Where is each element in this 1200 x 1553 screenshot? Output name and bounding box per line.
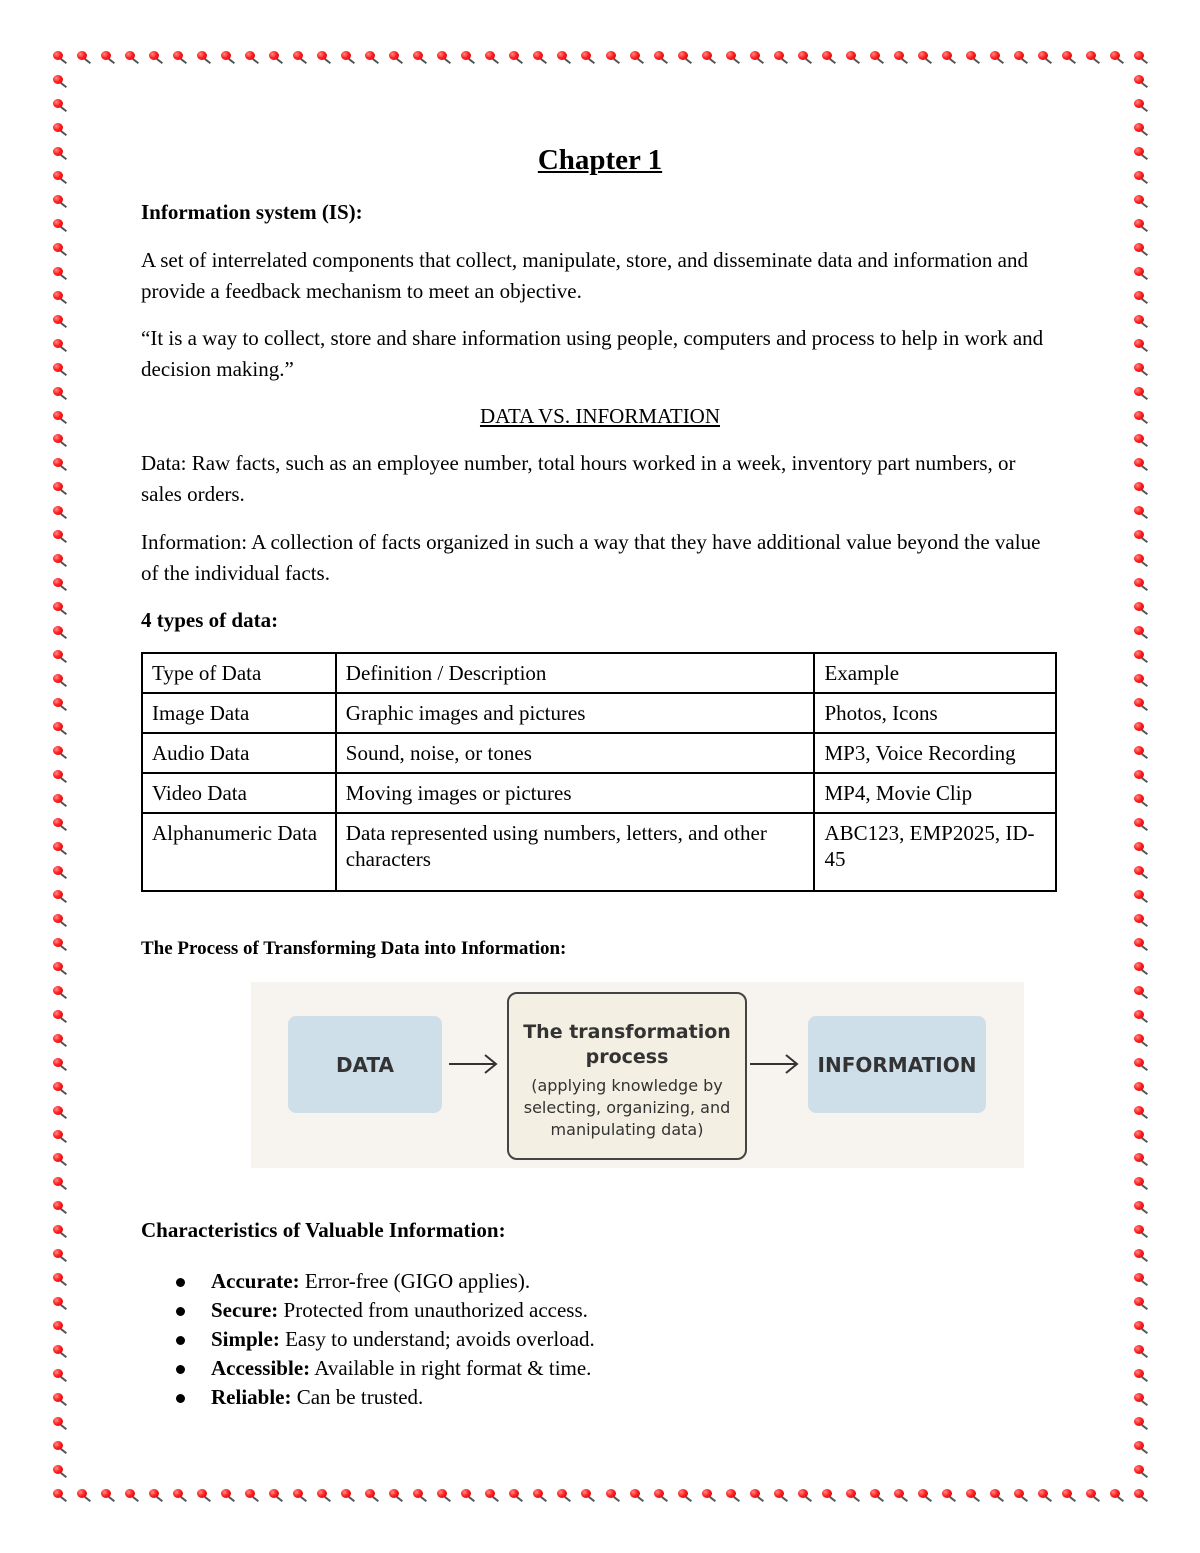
- pin-icon: [1133, 481, 1151, 495]
- data-box: DATA: [288, 1016, 442, 1113]
- pin-icon: [52, 673, 70, 687]
- bullet-icon: [176, 1365, 185, 1374]
- pin-icon: [580, 50, 598, 64]
- pin-icon: [1133, 410, 1151, 424]
- pin-icon: [100, 50, 118, 64]
- pin-icon: [1037, 50, 1055, 64]
- pin-icon: [52, 649, 70, 663]
- pin-icon: [677, 1488, 695, 1502]
- pin-icon: [52, 1033, 70, 1047]
- characteristics-heading: Characteristics of Valuable Information:: [141, 1218, 506, 1242]
- table-cell: Image Data: [142, 693, 336, 733]
- pin-icon: [52, 290, 70, 304]
- pin-icon: [244, 50, 262, 64]
- pin-icon: [76, 1488, 94, 1502]
- types-of-data-heading: 4 types of data:: [141, 608, 279, 632]
- pin-icon: [1133, 146, 1151, 160]
- pin-icon: [797, 50, 815, 64]
- pin-icon: [52, 1176, 70, 1190]
- pin-icon: [220, 1488, 238, 1502]
- pin-icon: [52, 457, 70, 471]
- pin-icon: [532, 1488, 550, 1502]
- list-item: [141, 1354, 595, 1383]
- pin-icon: [220, 50, 238, 64]
- pin-icon: [508, 1488, 526, 1502]
- pin-icon: [701, 50, 719, 64]
- pin-icon: [52, 433, 70, 447]
- pin-icon: [52, 170, 70, 184]
- pin-icon: [893, 50, 911, 64]
- table-cell: Audio Data: [142, 733, 336, 773]
- pin-icon: [821, 50, 839, 64]
- pin-icon: [52, 793, 70, 807]
- pin-icon: [1133, 1440, 1151, 1454]
- pin-icon: [1133, 1344, 1151, 1358]
- pin-icon: [1133, 1272, 1151, 1286]
- pin-icon: [52, 1129, 70, 1143]
- pin-icon: [1133, 314, 1151, 328]
- pin-icon: [653, 50, 671, 64]
- pin-icon: [460, 50, 478, 64]
- pin-icon: [196, 1488, 214, 1502]
- process-subtitle: (applying knowledge by selecting, organizing, and manipulating data): [523, 1076, 731, 1139]
- table-cell: Sound, noise, or tones: [336, 733, 815, 773]
- pin-icon: [52, 1320, 70, 1334]
- bullet-icon: [176, 1336, 185, 1345]
- transformation-diagram: [251, 982, 1024, 1168]
- pin-icon: [436, 1488, 454, 1502]
- right-arrow-icon: [750, 1052, 800, 1076]
- pin-icon: [52, 98, 70, 112]
- is-quote: “It is a way to collect, store and share information using people, computers and process to help in work and decision making.”: [141, 326, 1044, 381]
- pin-icon: [292, 1488, 310, 1502]
- list-item: [141, 1267, 595, 1296]
- pin-icon: [989, 1488, 1007, 1502]
- list-item: [141, 1383, 595, 1412]
- pin-icon: [1109, 50, 1127, 64]
- pin-icon: [701, 1488, 719, 1502]
- pin-icon: [1061, 1488, 1079, 1502]
- pin-icon: [1133, 242, 1151, 256]
- table-cell: MP4, Movie Clip: [814, 773, 1056, 813]
- pin-icon: [52, 817, 70, 831]
- pin-icon: [52, 218, 70, 232]
- pin-icon: [941, 1488, 959, 1502]
- pin-icon: [52, 1368, 70, 1382]
- data-definition: Data: Raw facts, such as an employee number, total hours worked in a week, inventory part numbers, or sales orders.: [141, 451, 1016, 506]
- pin-icon: [52, 625, 70, 639]
- table-header-row: [142, 653, 1056, 693]
- pin-icon: [965, 50, 983, 64]
- pin-icon: [1133, 1152, 1151, 1166]
- table-header-cell: Example: [814, 653, 1056, 693]
- pin-icon: [1133, 338, 1151, 352]
- pin-icon: [556, 50, 574, 64]
- pin-icon: [52, 1488, 70, 1502]
- pin-icon: [989, 50, 1007, 64]
- pin-icon: [388, 1488, 406, 1502]
- pin-icon: [821, 1488, 839, 1502]
- pin-icon: [1133, 529, 1151, 543]
- pin-icon: [1133, 553, 1151, 567]
- pin-icon: [1133, 122, 1151, 136]
- pin-icon: [725, 50, 743, 64]
- pin-icon: [1133, 1033, 1151, 1047]
- is-heading: Information system (IS):: [141, 200, 363, 224]
- pin-icon: [1133, 1320, 1151, 1334]
- pin-icon: [1133, 505, 1151, 519]
- pin-icon: [797, 1488, 815, 1502]
- pin-icon: [1133, 697, 1151, 711]
- pin-icon: [1133, 266, 1151, 280]
- pin-icon: [52, 529, 70, 543]
- pin-icon: [1133, 290, 1151, 304]
- pin-icon: [1133, 457, 1151, 471]
- pin-icon: [869, 1488, 887, 1502]
- pin-icon: [1133, 577, 1151, 591]
- bullet-icon: [176, 1307, 185, 1316]
- pin-icon: [52, 937, 70, 951]
- pin-icon: [1133, 985, 1151, 999]
- characteristic-term: Accurate:: [211, 1269, 300, 1293]
- pin-icon: [605, 50, 623, 64]
- pin-icon: [52, 865, 70, 879]
- pin-icon: [1133, 1488, 1151, 1502]
- pin-icon: [1133, 1129, 1151, 1143]
- chapter-title: Chapter 1: [537, 144, 663, 176]
- pin-icon: [1133, 74, 1151, 88]
- table-row: [142, 733, 1056, 773]
- pin-icon: [605, 1488, 623, 1502]
- information-definition: Information: A collection of facts organized in such a way that they have additional value beyond the value of the individual facts.: [141, 530, 1041, 585]
- pin-icon: [484, 50, 502, 64]
- pin-icon: [52, 1416, 70, 1430]
- pin-icon: [52, 50, 70, 64]
- characteristic-description: Error-free (GIGO applies).: [299, 1269, 531, 1293]
- pin-icon: [1133, 721, 1151, 735]
- pin-icon: [845, 50, 863, 64]
- pin-icon: [124, 50, 142, 64]
- pin-icon: [749, 50, 767, 64]
- pin-icon: [1133, 841, 1151, 855]
- pin-icon: [52, 1009, 70, 1023]
- pin-icon: [1133, 601, 1151, 615]
- pin-icon: [1133, 961, 1151, 975]
- pin-icon: [1133, 745, 1151, 759]
- list-item: [141, 1296, 595, 1325]
- pin-icon: [52, 505, 70, 519]
- pin-icon: [580, 1488, 598, 1502]
- table-cell: Graphic images and pictures: [336, 693, 815, 733]
- pin-icon: [484, 1488, 502, 1502]
- characteristics-list: [141, 1267, 595, 1412]
- pin-icon: [196, 50, 214, 64]
- pin-icon: [1133, 98, 1151, 112]
- table-header-cell: Type of Data: [142, 653, 336, 693]
- table-cell: ABC123, EMP2025, ID-45: [814, 813, 1056, 891]
- pin-icon: [52, 577, 70, 591]
- pin-icon: [677, 50, 695, 64]
- pin-icon: [773, 1488, 791, 1502]
- transformation-process-box: [507, 992, 747, 1160]
- pin-icon: [52, 1081, 70, 1095]
- pin-icon: [364, 1488, 382, 1502]
- table-row: [142, 693, 1056, 733]
- pin-icon: [725, 1488, 743, 1502]
- pin-icon: [436, 50, 454, 64]
- characteristic-term: Simple:: [211, 1327, 280, 1351]
- pin-icon: [1133, 50, 1151, 64]
- pin-icon: [1037, 1488, 1055, 1502]
- pin-icon: [292, 50, 310, 64]
- pin-icon: [268, 1488, 286, 1502]
- pin-icon: [1085, 50, 1103, 64]
- pin-icon: [364, 50, 382, 64]
- pin-icon: [1133, 625, 1151, 639]
- pin-icon: [1085, 1488, 1103, 1502]
- pin-icon: [1133, 386, 1151, 400]
- pin-icon: [244, 1488, 262, 1502]
- table-row: [142, 773, 1056, 813]
- pin-icon: [340, 50, 358, 64]
- pin-icon: [52, 553, 70, 567]
- characteristic-description: Can be trusted.: [291, 1385, 424, 1409]
- pin-icon: [1133, 673, 1151, 687]
- pin-icon: [845, 1488, 863, 1502]
- pin-icon: [917, 50, 935, 64]
- pin-icon: [508, 50, 526, 64]
- pin-icon: [388, 50, 406, 64]
- pin-icon: [52, 721, 70, 735]
- right-arrow-icon: [449, 1052, 499, 1076]
- pin-icon: [148, 50, 166, 64]
- pin-icon: [1133, 793, 1151, 807]
- pin-icon: [1133, 769, 1151, 783]
- characteristic-description: Easy to understand; avoids overload.: [279, 1327, 595, 1351]
- list-item: [141, 1325, 595, 1354]
- pin-icon: [52, 1272, 70, 1286]
- pin-icon: [268, 50, 286, 64]
- table-cell: Photos, Icons: [814, 693, 1056, 733]
- pin-icon: [1133, 1368, 1151, 1382]
- characteristic-term: Accessible:: [211, 1356, 311, 1380]
- pin-icon: [52, 481, 70, 495]
- pin-icon: [52, 1152, 70, 1166]
- pin-icon: [52, 122, 70, 136]
- characteristic-term: Reliable:: [211, 1385, 292, 1409]
- pin-icon: [1013, 1488, 1031, 1502]
- bullet-icon: [176, 1278, 185, 1287]
- pin-icon: [340, 1488, 358, 1502]
- pin-icon: [52, 1440, 70, 1454]
- pin-icon: [1109, 1488, 1127, 1502]
- pin-icon: [1133, 1464, 1151, 1478]
- pin-icon: [1061, 50, 1079, 64]
- information-box: INFORMATION: [808, 1016, 986, 1113]
- pin-icon: [629, 1488, 647, 1502]
- pin-icon: [1133, 913, 1151, 927]
- pin-icon: [100, 1488, 118, 1502]
- pin-icon: [941, 50, 959, 64]
- process-title: The transformation process: [523, 1021, 731, 1068]
- pin-icon: [893, 1488, 911, 1502]
- pin-icon: [52, 1248, 70, 1262]
- pin-icon: [52, 314, 70, 328]
- data-types-table: [141, 652, 1057, 892]
- pin-icon: [52, 362, 70, 376]
- data-vs-information-heading: DATA VS. INFORMATION: [479, 404, 721, 428]
- pin-icon: [1133, 889, 1151, 903]
- pin-icon: [412, 1488, 430, 1502]
- bullet-icon: [176, 1394, 185, 1403]
- pin-icon: [52, 1296, 70, 1310]
- pin-icon: [52, 74, 70, 88]
- pin-icon: [1133, 1392, 1151, 1406]
- pin-icon: [629, 50, 647, 64]
- pin-icon: [52, 1200, 70, 1214]
- pin-icon: [1133, 1105, 1151, 1119]
- is-definition: A set of interrelated components that collect, manipulate, store, and disseminate data and information and provide a feedback mechanism to meet an objective.: [141, 248, 1028, 303]
- pin-icon: [1133, 170, 1151, 184]
- pin-icon: [1133, 218, 1151, 232]
- pin-icon: [412, 50, 430, 64]
- table-cell: MP3, Voice Recording: [814, 733, 1056, 773]
- pin-icon: [52, 601, 70, 615]
- pin-icon: [52, 985, 70, 999]
- pin-icon: [52, 266, 70, 280]
- pin-icon: [460, 1488, 478, 1502]
- pin-icon: [773, 50, 791, 64]
- pin-icon: [52, 745, 70, 759]
- pin-icon: [1133, 194, 1151, 208]
- pin-icon: [316, 1488, 334, 1502]
- pin-icon: [52, 386, 70, 400]
- pin-icon: [52, 1344, 70, 1358]
- pin-icon: [1133, 362, 1151, 376]
- pin-icon: [172, 1488, 190, 1502]
- pin-icon: [1133, 1009, 1151, 1023]
- pin-icon: [52, 841, 70, 855]
- table-header-cell: Definition / Description: [336, 653, 815, 693]
- pin-icon: [532, 50, 550, 64]
- pin-icon: [52, 1105, 70, 1119]
- pin-icon: [1133, 865, 1151, 879]
- pin-icon: [1133, 1416, 1151, 1430]
- pin-icon: [52, 410, 70, 424]
- pin-icon: [52, 194, 70, 208]
- pin-icon: [52, 242, 70, 256]
- characteristic-description: Protected from unauthorized access.: [278, 1298, 588, 1322]
- table-cell: Alphanumeric Data: [142, 813, 336, 891]
- pin-icon: [1133, 433, 1151, 447]
- pin-icon: [1133, 1248, 1151, 1262]
- pin-icon: [52, 338, 70, 352]
- characteristic-term: Secure:: [211, 1298, 279, 1322]
- pin-icon: [653, 1488, 671, 1502]
- pin-icon: [172, 50, 190, 64]
- pin-icon: [52, 697, 70, 711]
- pin-icon: [1133, 1176, 1151, 1190]
- pin-icon: [52, 1392, 70, 1406]
- table-cell: Video Data: [142, 773, 336, 813]
- pin-icon: [1133, 817, 1151, 831]
- pin-icon: [52, 889, 70, 903]
- pin-icon: [52, 1464, 70, 1478]
- pin-icon: [1133, 1224, 1151, 1238]
- pin-icon: [1133, 937, 1151, 951]
- pin-icon: [1013, 50, 1031, 64]
- pin-icon: [52, 769, 70, 783]
- process-heading: The Process of Transforming Data into Information:: [141, 938, 567, 959]
- table-row: [142, 813, 1056, 891]
- table-cell: Data represented using numbers, letters, and other characters: [336, 813, 815, 891]
- pin-icon: [1133, 1296, 1151, 1310]
- pin-icon: [917, 1488, 935, 1502]
- table-cell: Moving images or pictures: [336, 773, 815, 813]
- pin-icon: [148, 1488, 166, 1502]
- characteristic-description: Available in right format & time.: [310, 1356, 592, 1380]
- pin-icon: [76, 50, 94, 64]
- pin-icon: [965, 1488, 983, 1502]
- pin-icon: [52, 1057, 70, 1071]
- pin-icon: [556, 1488, 574, 1502]
- pin-icon: [52, 961, 70, 975]
- pin-icon: [52, 913, 70, 927]
- pin-icon: [749, 1488, 767, 1502]
- pin-icon: [124, 1488, 142, 1502]
- pin-icon: [1133, 1081, 1151, 1095]
- pin-icon: [1133, 1200, 1151, 1214]
- pin-icon: [52, 146, 70, 160]
- pin-icon: [52, 1224, 70, 1238]
- pin-icon: [1133, 649, 1151, 663]
- pin-icon: [1133, 1057, 1151, 1071]
- pin-icon: [316, 50, 334, 64]
- pin-icon: [869, 50, 887, 64]
